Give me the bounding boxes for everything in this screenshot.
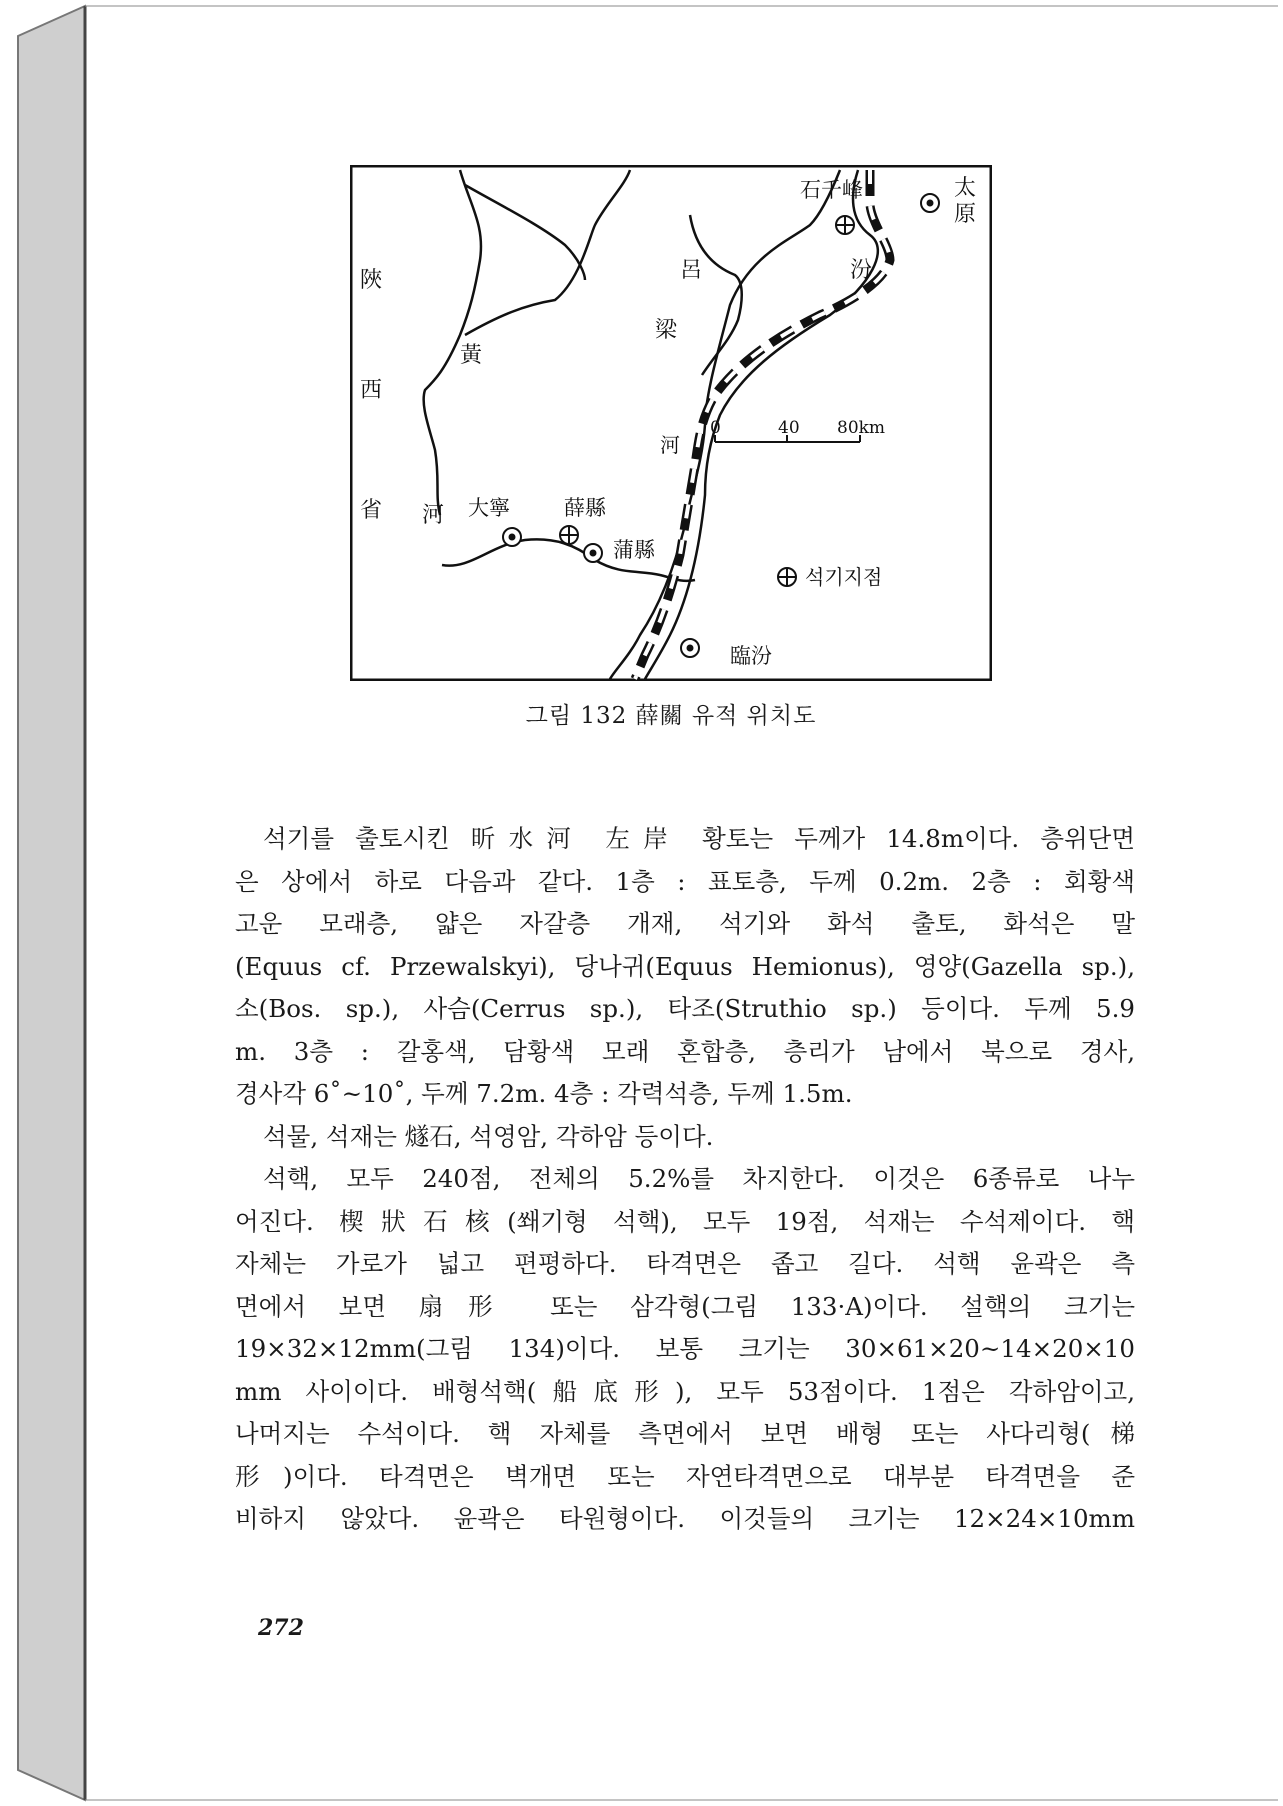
text-line: 석기를 출토시킨 昕水河 左岸 황토는 두께가 14.8m이다. 층위단면 <box>263 824 1135 853</box>
figure-caption: 그림 132 薛關 유적 위치도 <box>525 703 817 729</box>
location-map <box>350 165 992 681</box>
text-line: m. 3층 : 갈홍색, 담황색 모래 혼합층, 층리가 남에서 북으로 경사, <box>235 1036 1135 1066</box>
label-shiqianfeng: 石千峰 <box>800 178 863 202</box>
text-line: mm 사이이다. 배형석핵(船底形), 모두 53점이다. 1점은 각하암이고, <box>235 1376 1135 1406</box>
city-marker-puxian <box>584 544 602 562</box>
body-text <box>235 818 1135 1541</box>
scale-label-0: 0 <box>710 418 721 438</box>
text-line: 석물, 석재는 燧石, 석영암, 각하암 등이다. <box>263 1121 714 1151</box>
text-line: 고운 모래층, 얇은 자갈층 개재, 석기와 화석 출토, 화석은 말 <box>235 909 1135 938</box>
page-number: 272 <box>258 1615 304 1641</box>
text-line: 자체는 가로가 넓고 편평하다. 타격면은 좁고 길다. 석핵 윤곽은 측 <box>235 1249 1135 1278</box>
text-line: 소(Bos. sp.), 사슴(Cerrus sp.), 타조(Struthio sp.) 등이다. 두께 5.9 <box>235 994 1135 1023</box>
paragraph-3 <box>235 1158 1135 1541</box>
city-marker-linfen <box>681 639 699 657</box>
paragraph-2 <box>235 1116 1135 1159</box>
label-xuexian: 薛縣 <box>564 496 606 520</box>
scale-label-40: 40 <box>778 418 800 438</box>
text-line: 석핵, 모두 240점, 전체의 5.2%를 차지한다. 이것은 6종류로 나누 <box>263 1164 1135 1193</box>
legend-site-label: 석기지점 <box>805 565 883 589</box>
label-lvliang-2: 梁 <box>655 318 678 343</box>
paragraph-1 <box>235 818 1135 1116</box>
label-huanghe-1: 黃 <box>460 343 483 368</box>
map-svg <box>350 165 992 681</box>
text-line: 形)이다. 타격면은 벽개면 또는 자연타격면으로 대부분 타격면을 준 <box>235 1461 1135 1491</box>
label-huanghe-2: 河 <box>422 503 445 528</box>
label-shaanxi-3: 省 <box>360 498 383 523</box>
text-line: 어진다. 楔狀石核(쐐기형 석핵), 모두 19점, 석재는 수석제이다. 핵 <box>235 1206 1135 1236</box>
label-taiyuan-1: 太 <box>954 176 977 201</box>
text-line: 나머지는 수석이다. 핵 자체를 측면에서 보면 배형 또는 사다리형(梯 <box>235 1419 1135 1448</box>
label-shaanxi-1: 陜 <box>360 268 383 293</box>
label-shaanxi-2: 西 <box>360 378 383 403</box>
city-marker-daning <box>503 528 521 546</box>
label-fen-he: 河 <box>660 433 680 457</box>
label-taiyuan-2: 原 <box>954 202 977 227</box>
text-line: 면에서 보면 扇形 또는 삼각형(그림 133·A)이다. 설핵의 크기는 <box>235 1291 1135 1321</box>
scale-label-80km: 80km <box>837 418 886 438</box>
city-marker-taiyuan <box>921 194 939 212</box>
site-marker-shiqianfeng <box>836 216 854 234</box>
label-puxian: 蒲縣 <box>613 538 655 562</box>
text-line: 경사각 6˚~10˚, 두께 7.2m. 4층 : 각력석층, 두께 1.5m. <box>235 1079 853 1108</box>
text-line: 비하지 않았다. 윤곽은 타원형이다. 이것들의 크기는 12×24×10mm <box>235 1504 1135 1533</box>
label-linfen: 臨汾 <box>730 644 772 668</box>
text-line: 은 상에서 하로 다음과 같다. 1층 : 표토층, 두께 0.2m. 2층 : 회황색 <box>235 866 1135 896</box>
text-line: (Equus cf. Przewalskyi), 당나귀(Equus Hemionus), 영양(Gazella sp.), <box>235 951 1135 981</box>
legend-site-icon <box>778 568 796 586</box>
label-fen: 汾 <box>850 258 873 283</box>
text-line: 19×32×12mm(그림 134)이다. 보통 크기는 30×61×20~14×20×10 <box>235 1334 1135 1363</box>
label-lvliang-1: 呂 <box>680 258 703 283</box>
site-marker-xuexian <box>560 526 578 544</box>
label-daning: 大寧 <box>468 496 510 520</box>
